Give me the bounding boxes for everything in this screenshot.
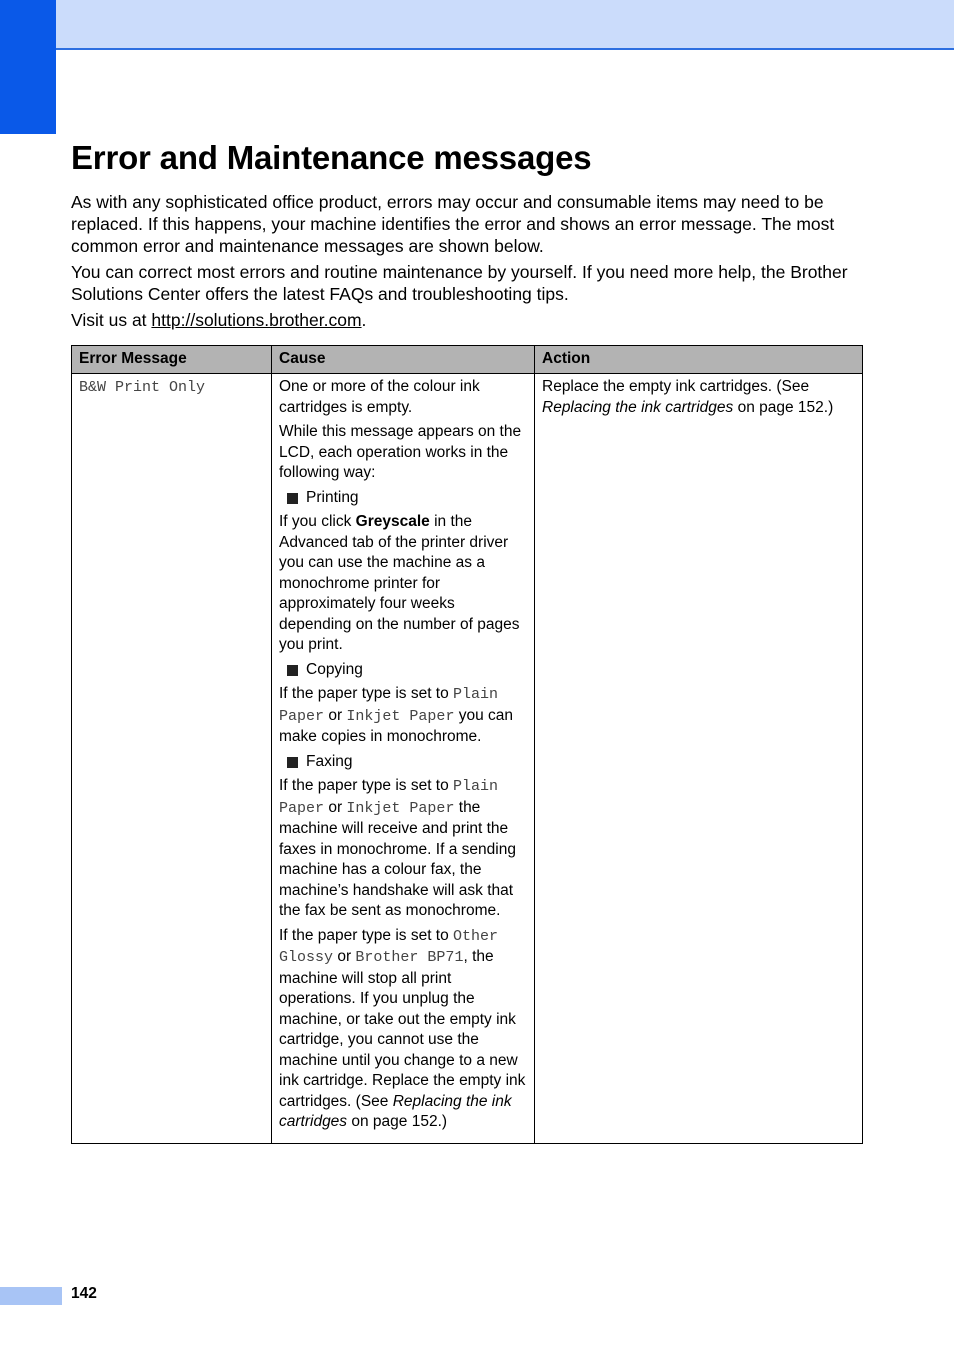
greyscale-label: Greyscale	[355, 513, 430, 530]
square-bullet-icon	[287, 665, 298, 676]
final-paragraph	[279, 926, 527, 1133]
square-bullet-icon	[287, 493, 298, 504]
bullet-faxing	[287, 752, 527, 773]
printing-label: Printing	[306, 488, 359, 506]
or-text: or	[324, 798, 347, 816]
faxing-label: Faxing	[306, 752, 353, 770]
plain-paper-setting: Plain Paper	[279, 686, 499, 725]
bullet-printing	[287, 488, 527, 509]
bullet-copying	[287, 660, 527, 681]
copying-text-a: If the paper type is set to	[279, 685, 454, 702]
header-cause: Cause	[272, 346, 535, 374]
table-header-row	[72, 346, 863, 374]
copying-label: Copying	[306, 660, 363, 678]
printing-text-a: If you click	[279, 513, 356, 530]
cause-paragraph-2: While this message appears on the LCD, each operation works in the following way:	[279, 423, 522, 481]
intro-paragraph-1: As with any sophisticated office product, errors may occur and consumable items may need to be replaced. If this happens, your machine identifies the error and shows an error message. The most common error and maintenance messages are shown below.	[71, 192, 835, 256]
solutions-link[interactable]: http://solutions.brother.com	[151, 310, 362, 330]
visit-prefix: Visit us at	[71, 310, 152, 330]
error-message: B&W Print Only	[79, 379, 206, 396]
visit-line	[71, 309, 871, 331]
intro	[71, 191, 871, 335]
printing-text	[279, 512, 527, 656]
cause-cell	[272, 374, 535, 1144]
cross-reference: Replacing the ink cartridges	[279, 1092, 512, 1130]
page-number: 142	[71, 1285, 97, 1302]
table-row	[72, 374, 863, 1144]
final-text-b: , the machine will stop all print operations. If you unplug the machine, or take out the empty ink cartridge, you cannot use the machine until you change to a new ink cartridge. Replace the empty ink cartridges. (See	[279, 948, 526, 1110]
final-text-c: on page 152.)	[347, 1113, 448, 1130]
inkjet-paper-setting: Inkjet Paper	[346, 799, 455, 817]
copying-text-b: you can make copies in monochrome.	[279, 706, 514, 745]
action-text-b: on page 152.)	[733, 398, 834, 416]
final-text-a: If the paper type is set to	[279, 926, 454, 944]
printing-text-b: in the Advanced tab of the printer driver you can use the machine as a monochrome printer for approximately four weeks depending on the number of pages you print.	[279, 513, 520, 653]
footer-bar	[0, 1287, 62, 1305]
faxing-text-a: If the paper type is set to	[279, 777, 454, 794]
inkjet-paper-setting: Inkjet Paper	[346, 707, 455, 725]
visit-suffix: .	[361, 310, 367, 330]
or-text: or	[324, 706, 347, 724]
other-glossy-setting: Other Glossy	[279, 927, 499, 966]
intro-paragraph-2: You can correct most errors and routine maintenance by yourself. If you need more help, the Brother Solutions Center offers the latest FAQs and troubleshooting tips.	[71, 262, 848, 304]
header-band	[56, 0, 954, 50]
error-table	[71, 345, 863, 1144]
brother-bp71-setting: Brother BP71	[355, 949, 464, 966]
or-text: or	[333, 948, 356, 965]
action-text-a: Replace the empty ink cartridges. (See	[542, 378, 810, 395]
page-title: Error and Maintenance messages	[71, 139, 592, 176]
header-error-message: Error Message	[72, 346, 272, 374]
chapter-tab	[0, 0, 56, 134]
square-bullet-icon	[287, 757, 298, 768]
faxing-text	[279, 776, 527, 922]
cause-paragraph-1: One or more of the colour ink cartridges is empty.	[279, 378, 480, 416]
error-message-cell	[72, 374, 272, 1144]
header-action: Action	[535, 346, 863, 374]
copying-text	[279, 684, 527, 748]
faxing-text-b: the machine will receive and print the faxes in monochrome. If a sending machine has a colour fax, the machine’s handshake will ask that the fax be sent as monochrome.	[279, 798, 516, 919]
cross-reference: Replacing the ink cartridges	[542, 398, 734, 416]
action-cell	[535, 374, 863, 1144]
plain-paper-setting: Plain Paper	[279, 778, 499, 817]
